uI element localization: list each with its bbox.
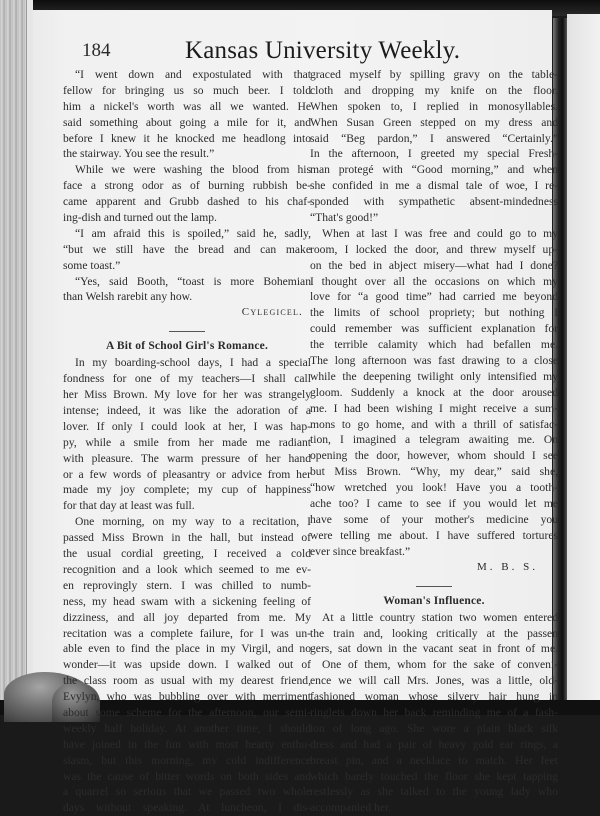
right-column: [310, 67, 558, 816]
running-title: Kansas University Weekly.: [185, 37, 461, 64]
text-line: her Miss Brown. My love for her was strangely: [63, 388, 311, 402]
text-line: ence we will call Mrs. Jones, was a little, old-: [310, 674, 558, 688]
text-line: me. I had been wishing I might receive a sum-: [310, 401, 558, 415]
text-line: passed Miss Brown in the hall, but instead of: [63, 531, 311, 545]
text-line: the limits of school propriety; but nothing I: [310, 306, 558, 320]
text-line: fashioned woman whose silvery hair hung in: [310, 690, 558, 704]
article-school-girls-romance: [63, 338, 311, 816]
text-line: was the cause of bitter words on both sides and: [63, 769, 311, 783]
text-line: days without speaking. At luncheon, I dis-: [63, 801, 311, 815]
text-line: opening the door, however, whom should I see: [310, 449, 558, 463]
text-line: said “Beg pardon,” I answered “Certainly.”: [310, 131, 558, 145]
text-line: In the afternoon, I greeted my special Fresh-: [310, 147, 558, 161]
text-line: for that day at least was full.: [63, 499, 195, 513]
page-margin-edge: [26, 0, 33, 715]
text-line: able even to find the place in my Virgil, and no: [63, 642, 311, 656]
text-line: which barely touched the floor she kept tapping: [310, 769, 558, 783]
text-line: weekly half holiday. At another time, I should: [63, 721, 311, 735]
text-line: py, while a smile from her made me radiant: [63, 435, 311, 449]
text-line: recitation was a complete failure, for I was un-: [63, 626, 311, 640]
text-line: siasm, but this morning, my cold indifference: [63, 753, 311, 767]
text-line: man protegé with “Good morning,” and when: [310, 163, 558, 177]
text-line: ion of long ago. She wore a plain black silk: [310, 721, 558, 735]
text-line: she confided in me a dismal tale of woe, I re-: [310, 179, 558, 193]
text-line: than Welsh rarebit any how.: [63, 290, 193, 304]
text-line: “I am afraid this is spoiled,” said he, sadly,: [75, 226, 311, 240]
text-line: said something about going a mile for it, and: [63, 115, 311, 129]
text-line: ing-dish and turned out the lamp.: [63, 211, 217, 225]
article-womans-influence: [310, 593, 558, 816]
text-line: “I went down and expostulated with that: [75, 68, 311, 81]
text-line: dizziness, and all joy departed from me. My: [63, 610, 311, 624]
text-line: sponded with sympathetic absent-mindedness: [310, 195, 558, 209]
text-line: While we were washing the blood from his: [75, 163, 311, 177]
romance-continued: [310, 67, 558, 578]
article-title: A Bit of School Girl's Romance.: [105, 340, 269, 353]
text-line: accompanied her.: [310, 801, 392, 815]
text-line: At a little country station two women entered: [322, 610, 558, 624]
text-line: tion, I imagined a telegram awaiting me. On: [310, 433, 558, 447]
section-divider: [169, 331, 205, 332]
text-line: When spoken to, I replied in monosyllables.: [310, 99, 558, 113]
text-line: could remember was sufficient explanation for: [310, 322, 558, 336]
text-line: while the deepening twilight only intensified my: [310, 369, 558, 383]
text-line: intense; indeed, it was like the adoration of a: [63, 404, 311, 418]
left-column: [63, 67, 311, 816]
text-line: gloom. Suddenly a knock at the door aroused: [310, 385, 558, 399]
text-line: ringlets down her back reminding me of a fash-: [310, 705, 558, 719]
page-number: 184: [82, 40, 111, 61]
text-line: with pleasure. The warm pressure of her hand: [63, 451, 311, 465]
story-ending: [63, 67, 311, 323]
text-line: “Yes, said Booth, “toast is more Bohemian: [75, 274, 311, 288]
text-line: graced myself by spilling gravy on the table-: [310, 68, 558, 81]
text-line: love for “a good time” had carried me beyond: [310, 290, 558, 304]
text-line: the stairway. You see the result.”: [63, 147, 215, 161]
text-line: “That's good!”: [310, 211, 379, 225]
text-line: a quarrel so serious that we passed two whole: [63, 785, 311, 799]
text-line: fellow for bringing us so much beer. I told: [63, 83, 311, 97]
text-line: gers, sat down in the vacant seat in front of me.: [310, 642, 558, 656]
text-line: The long afternoon was fast drawing to a close: [310, 354, 558, 368]
text-line: the class room as usual with my dearest friend,: [63, 674, 311, 688]
text-line: about some scheme for the afternoon, our semi-: [63, 705, 311, 719]
facing-page-edge: [567, 14, 600, 715]
text-line: before I knew it he knocked me headlong into: [63, 131, 311, 145]
text-line: One morning, on my way to a recitation, I: [75, 515, 311, 529]
text-line: “but we still have the bread and can make: [63, 242, 311, 256]
text-line: recognition and a look which seemed to me ev-: [63, 562, 311, 576]
text-line: When at last I was free and could go to my: [322, 226, 558, 240]
text-line: the train and, looking critically at the passen: [310, 626, 558, 640]
text-line: but Miss Brown. “Why, my dear,” said she,: [310, 465, 558, 479]
text-line: on the bed in abject misery—what had I done?: [310, 258, 558, 272]
section-divider: [416, 586, 452, 587]
text-line: face a strong odor as of burning rubbish be-: [63, 179, 311, 193]
text-line: cloth and dropping my knife on the floor.: [310, 83, 558, 97]
text-line: the terrible calamity which had befallen me.: [310, 338, 558, 352]
text-line: him a nickel's worth was all we wanted. He: [63, 99, 311, 113]
text-line: came apparent and Grubb dashed to his chaf-: [63, 195, 311, 209]
text-line: restlessly as she talked to the young lady who: [310, 785, 558, 799]
text-line: made my joy complete; my cup of happiness: [63, 483, 311, 497]
text-line: In my boarding-school days, I had a special: [75, 356, 311, 370]
text-line: ever since breakfast.”: [310, 544, 411, 558]
text-line: breast pin, and a necklace to match. Her feet: [310, 753, 558, 767]
text-line: When Susan Green stepped on my dress and: [310, 115, 558, 129]
author-signature: Cylegicel.: [241, 306, 303, 319]
text-line: Evylyn, who was bubbling over with merriment: [63, 690, 311, 704]
text-line: have some of your mother's medicine you: [310, 512, 558, 526]
text-line: have joined in the fun with most hearty enthu-: [63, 737, 311, 751]
text-line: One of them, whom for the sake of conveni-: [322, 658, 558, 672]
text-line: ness, my head swam with a sickening feeling of: [63, 594, 311, 608]
text-line: “how wretched you look! Have you a tooth-: [310, 481, 558, 495]
text-line: lover. If only I could look at her, I was hap-: [63, 419, 311, 433]
text-line: some toast.”: [63, 258, 121, 272]
text-line: I thought over all the occasions on which my: [310, 274, 558, 288]
page-stack-edge: [0, 0, 26, 715]
text-line: fondness for one of my teachers—I shall call: [63, 372, 311, 386]
text-line: dress and had a pair of heavy gold ear rings, a: [310, 737, 558, 751]
text-line: wonder—it was upside down. I walked out of: [63, 658, 311, 672]
text-line: room, I locked the door, and threw myself up-: [310, 242, 558, 256]
text-line: were telling me about. I have suffered tortures: [310, 528, 558, 542]
text-line: ache too? I came to see if you would let me: [310, 497, 558, 511]
text-line: the usual cordial greeting, I received a cold: [63, 547, 311, 561]
text-line: or a few words of pleasantry or advice from her: [63, 467, 311, 481]
author-signature: M. B. S.: [477, 560, 538, 573]
text-line: mons to go home, and with a thrill of satisfac-: [310, 417, 558, 431]
text-line: en reprovingly stern. I was chilled to numb-: [63, 578, 311, 592]
article-title: Woman's Influence.: [383, 594, 485, 607]
